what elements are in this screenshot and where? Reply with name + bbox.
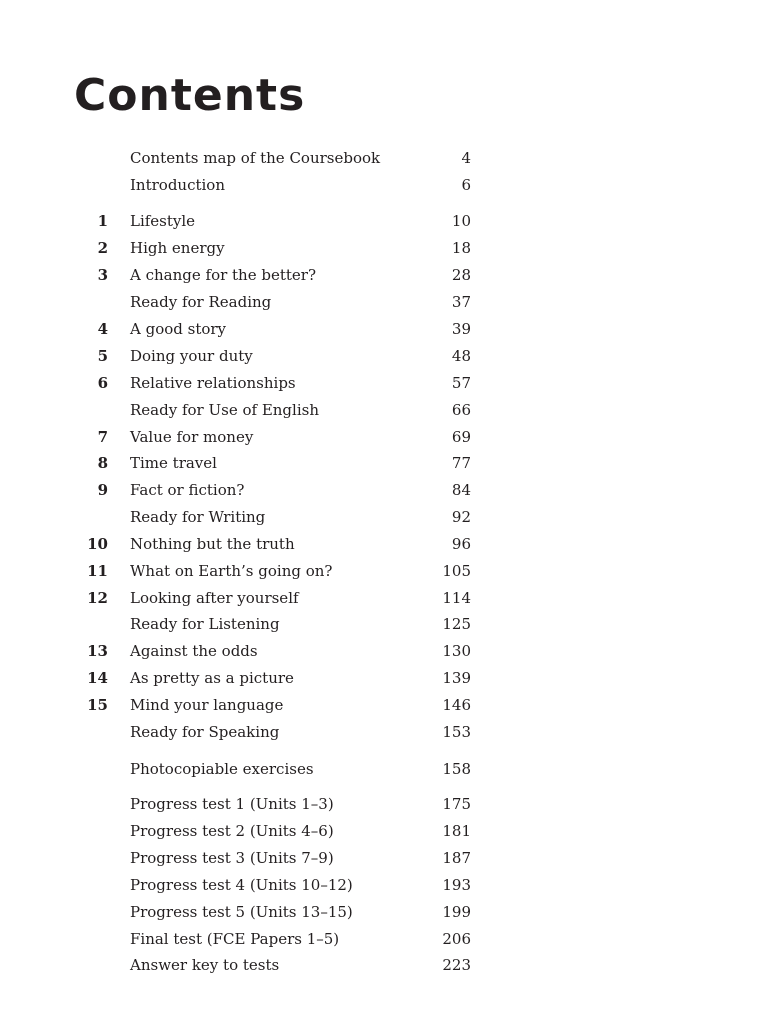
toc-entry-title: Ready for Speaking [130, 723, 280, 741]
toc-unit-number: 5 [97, 347, 108, 365]
toc-entry-title: Progress test 1 (Units 1–3) [130, 795, 334, 813]
toc-unit-number: 11 [87, 562, 108, 580]
toc-row [0, 638, 768, 665]
toc-page-number: 187 [442, 849, 471, 867]
toc-row [0, 791, 768, 818]
toc-page-number: 77 [451, 454, 471, 472]
toc-row [0, 719, 768, 746]
toc-entry-title: High energy [130, 239, 225, 257]
toc-row [0, 872, 768, 899]
toc-row [0, 370, 768, 397]
toc-entry-title: Fact or fiction? [130, 481, 245, 499]
toc-row [0, 450, 768, 477]
toc-page-number: 84 [451, 481, 471, 499]
toc-row [0, 926, 768, 953]
toc-entry-title: Doing your duty [130, 347, 253, 365]
toc-row [0, 504, 768, 531]
toc-unit-number: 15 [87, 696, 108, 714]
toc-entry-title: Final test (FCE Papers 1–5) [130, 930, 340, 948]
toc-unit-number: 8 [97, 454, 108, 472]
toc-entry-title: Progress test 4 (Units 10–12) [130, 876, 353, 894]
toc-entry-title: A good story [130, 320, 227, 338]
toc-entry-title: Ready for Writing [130, 508, 266, 526]
toc-unit-number: 13 [87, 642, 108, 660]
toc-page-number: 153 [442, 723, 471, 741]
toc-entry-title: Mind your language [130, 696, 284, 714]
toc-entry-title: Value for money [130, 428, 254, 446]
toc-page-number: 28 [451, 266, 471, 284]
toc-page-number: 130 [442, 642, 471, 660]
toc-page-number: 92 [451, 508, 471, 526]
toc-entry-title: A change for the better? [130, 266, 316, 284]
toc-page-number: 125 [442, 615, 471, 633]
toc-row [0, 397, 768, 424]
toc-entry-title: Time travel [130, 454, 217, 472]
toc-unit-number: 6 [97, 374, 108, 392]
toc-page-number: 96 [451, 535, 471, 553]
toc-unit-number: 2 [97, 239, 108, 257]
toc-page-number: 158 [442, 760, 471, 778]
toc-unit-number: 12 [87, 589, 108, 607]
toc-page-number: 146 [442, 696, 471, 714]
toc-page-number: 193 [442, 876, 471, 894]
toc-entry-title: Photocopiable exercises [130, 760, 314, 778]
toc-entry-title: Progress test 3 (Units 7–9) [130, 849, 334, 867]
toc-row [0, 692, 768, 719]
toc-page-number: 139 [442, 669, 471, 687]
toc-entry-title: Against the odds [130, 642, 258, 660]
toc-page-number: 223 [442, 956, 471, 974]
toc-row [0, 262, 768, 289]
toc-row [0, 611, 768, 638]
toc-page-number: 66 [451, 401, 471, 419]
toc-unit-number: 1 [97, 212, 108, 230]
page-title: Contents [74, 70, 306, 121]
toc-unit-number: 3 [97, 266, 108, 284]
toc-row [0, 208, 768, 235]
toc-row [0, 289, 768, 316]
toc-page-number: 114 [442, 589, 471, 607]
toc-page-number: 181 [442, 822, 471, 840]
toc-row [0, 343, 768, 370]
toc-unit-number: 7 [97, 428, 108, 446]
toc-page-number: 69 [451, 428, 471, 446]
toc-entry-title: Progress test 2 (Units 4–6) [130, 822, 334, 840]
toc-entry-title: Nothing but the truth [130, 535, 295, 553]
toc-entry-title: What on Earth’s going on? [130, 562, 333, 580]
toc-page-number: 39 [451, 320, 471, 338]
toc-row [0, 845, 768, 872]
toc-page-number: 37 [451, 293, 471, 311]
toc-row [0, 172, 768, 199]
toc-entry-title: Relative relationships [130, 374, 296, 392]
toc-unit-number: 10 [87, 535, 108, 553]
toc-row [0, 531, 768, 558]
toc-row [0, 665, 768, 692]
toc-entry-title: Looking after yourself [130, 589, 299, 607]
toc-page-number: 57 [451, 374, 471, 392]
toc-page-number: 10 [451, 212, 471, 230]
toc-entry-title: Introduction [130, 176, 225, 194]
toc-page-number: 175 [442, 795, 471, 813]
toc-row [0, 235, 768, 262]
toc-page-number: 4 [461, 149, 471, 167]
toc-entry-title: Ready for Use of English [130, 401, 319, 419]
toc-row [0, 756, 768, 783]
toc-unit-number: 14 [87, 669, 108, 687]
toc-row [0, 477, 768, 504]
toc-unit-number: 4 [97, 320, 108, 338]
toc-row [0, 558, 768, 585]
toc-row [0, 899, 768, 926]
toc-entry-title: As pretty as a picture [130, 669, 294, 687]
toc-entry-title: Answer key to tests [130, 956, 280, 974]
toc-entry-title: Contents map of the Coursebook [130, 149, 381, 167]
toc-page-number: 18 [451, 239, 471, 257]
toc-entry-title: Ready for Listening [130, 615, 280, 633]
toc-unit-number: 9 [97, 481, 108, 499]
toc-row [0, 818, 768, 845]
toc-entry-title: Progress test 5 (Units 13–15) [130, 903, 353, 921]
toc-entry-title: Lifestyle [130, 212, 196, 230]
toc-page-number: 199 [442, 903, 471, 921]
toc-row [0, 424, 768, 451]
toc-row [0, 952, 768, 979]
toc-page-number: 48 [451, 347, 471, 365]
toc-row [0, 145, 768, 172]
toc-page-number: 105 [442, 562, 471, 580]
toc-entry-title: Ready for Reading [130, 293, 272, 311]
toc-page-number: 6 [461, 176, 471, 194]
toc-row [0, 316, 768, 343]
toc-row [0, 585, 768, 612]
toc-page-number: 206 [442, 930, 471, 948]
